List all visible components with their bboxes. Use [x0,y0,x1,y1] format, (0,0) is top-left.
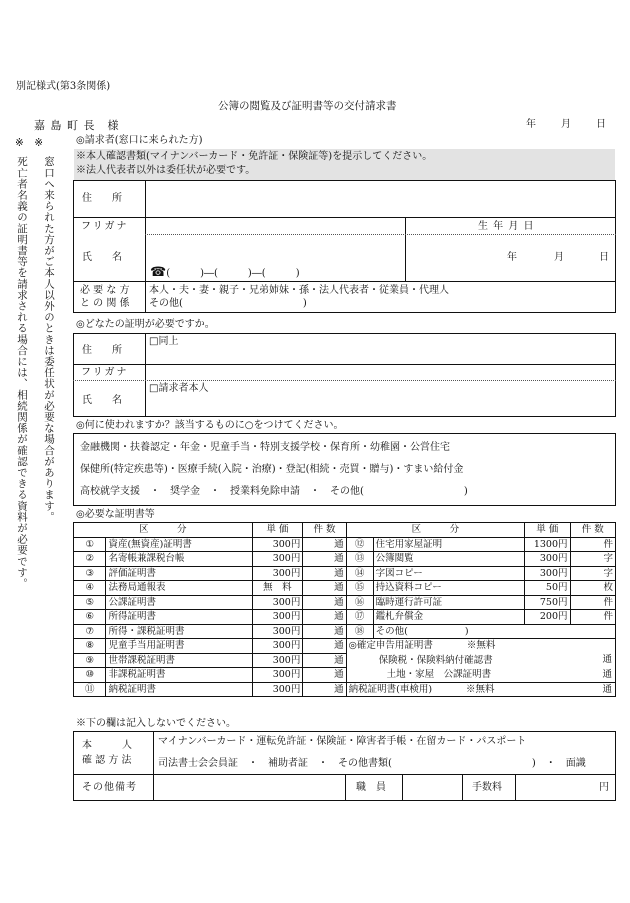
cert-header-category-left: 区 分 [74,523,253,538]
id-method-line2: 司法書士会会員証 ・ 補助者証 ・ その他書類( ) ・ 面識 [158,758,586,769]
cert-price: 300円 [525,552,570,567]
certificates-table [73,522,616,697]
requester-address-label: 住 所 [82,193,122,204]
cert-count-input[interactable]: 枚 [570,581,615,596]
cert-no: ③ [74,566,106,581]
subject-name-input[interactable] [147,397,613,415]
cert-price: 300円 [525,566,570,581]
cert-count-input[interactable]: 通 [303,668,346,683]
cert-price: 750円 [525,595,570,610]
birth-day-label: 日 [599,252,609,263]
cert-count-input[interactable]: 字 [570,552,615,567]
side-note-deceased: 死亡者名義の証明書等を請求される場合には、相続関係が確認できる資料が必要です。 [16,156,28,589]
cert-count-input[interactable]: 通 [303,566,346,581]
requester-self-checkbox[interactable]: □請求者本人 [149,383,209,394]
subject-address-input[interactable] [147,350,613,363]
tax-cert-item2: 土地・家屋 公課証明書 [386,668,492,680]
table-row [74,581,616,596]
cert-no: ⑧ [74,639,106,654]
requester-name-label: 氏 名 [82,252,122,263]
cert-count-input[interactable]: 通 [303,537,346,552]
cert-name: 世帯課税証明書 [106,653,252,668]
form-number: 別記様式(第3条関係) [16,81,111,92]
cert-count-input[interactable]: 件 [570,537,615,552]
vehicle-tax-free: ※無料 [466,683,495,695]
cert-name: 臨時運行許可証 [373,595,524,610]
cert-count-input[interactable]: 件 [570,595,615,610]
purpose-line1[interactable]: 金融機関・扶養認定・年金・児童手当・特別支援学校・保育所・幼稚園・公営住宅 [80,442,450,453]
cert-no: ⑭ [346,566,373,581]
cert-name: 字図コピー [373,566,524,581]
cert-header-price-right: 単 価 [525,523,570,538]
cert-no: ⑨ [74,653,106,668]
requester-name-input[interactable] [147,236,403,262]
cert-name: 所得証明書 [106,610,252,625]
relation-label-line1: 必 要 な 方 [80,285,130,296]
cert-name: 所得・課税証明書 [106,624,252,639]
tax-cert-item2-cell [346,668,615,683]
tax-cert-free: ※無料 [466,640,496,652]
subject-furigana-label: フリガナ [81,367,129,378]
table-row [74,537,616,552]
table-row [74,566,616,581]
cert-other-input[interactable]: その他( ) [373,624,524,639]
fee-unit: 円 [599,782,609,793]
tax-cert-item1: 保険税・保険料納付確認書 [378,654,493,666]
cert-price: 300円 [252,624,303,639]
cert-no: ⑤ [74,595,106,610]
id-method-label-line1: 本 人 [82,740,132,751]
cert-no: ⑱ [346,624,373,639]
same-as-above-checkbox[interactable]: □同上 [149,336,179,347]
purpose-line3[interactable]: 高校就学支援 ・ 奨学金 ・ 授業料免除申請 ・ その他( ) [80,486,468,497]
requester-heading: ◎請求者(窓口に来られた方) [76,135,203,146]
tax-cert-count-input[interactable]: 通 [602,654,612,665]
fee-label: 手数料 [472,782,502,793]
cert-count-input[interactable]: 通 [303,639,346,654]
cert-price: 300円 [252,537,303,552]
cert-empty [570,624,615,639]
cert-header-category-right: 区 分 [346,523,524,538]
cert-count-input[interactable]: 通 [303,552,346,567]
id-method-label-line2: 確 認 方 法 [82,755,132,766]
staff-label: 職 員 [356,782,386,793]
birth-date-label: 生 年 月 日 [478,221,535,232]
cert-name: 資産(無資産)証明書 [106,537,252,552]
relation-other[interactable]: その他( ) [149,298,307,309]
phone-number-field[interactable]: ( )―( )―( ) [166,268,300,279]
cert-price: 50円 [525,581,570,596]
cert-price: 300円 [252,639,303,654]
id-method-line1: マイナンバーカード・運転免許証・保険証・障害者手帳・在留カード・パスポート [158,736,527,747]
subject-name-label: 氏 名 [82,395,122,406]
tax-cert-heading: ◎確定申告用証明書 [348,640,433,652]
table-row [74,639,616,654]
date-year-label: 年 [526,119,536,130]
date-day-label: 日 [596,119,606,130]
cert-price: 300円 [252,595,303,610]
cert-count-input[interactable]: 字 [570,566,615,581]
cert-name: 持込資料コピー [373,581,524,596]
vehicle-tax-cert: 納税証明書(車検用) [348,683,433,695]
birth-date-input[interactable] [407,236,614,280]
cert-name: 児童手当用証明書 [106,639,252,654]
cert-empty [525,624,570,639]
tax-cert-count-input[interactable]: 通 [602,668,612,680]
table-row [74,552,616,567]
cert-header-row [74,523,616,538]
table-row [74,682,616,697]
office-heading: ※下の欄は記入しないでください。 [76,718,236,729]
table-row [74,624,616,639]
cert-name: 評価証明書 [106,566,252,581]
tax-cert-heading-cell [346,639,615,654]
cert-price: 無 料 [252,581,303,596]
table-row [74,595,616,610]
tax-cert-item1-cell [346,653,615,668]
cert-name: 非課税証明書 [106,668,252,683]
table-row [74,653,616,668]
cert-price: 300円 [252,610,303,625]
cert-no: ② [74,552,106,567]
requester-furigana-input[interactable] [147,219,403,233]
cert-price: 300円 [252,552,303,567]
cert-name: 住宅用家屋証明 [373,537,524,552]
cert-name: 鑑札弁償金 [373,610,524,625]
cert-no: ⑬ [346,552,373,567]
cert-no: ⑫ [346,537,373,552]
cert-name: 法務局通報表 [106,581,252,596]
side-note-marks: ※ ※ [15,137,44,149]
date-month-label: 月 [561,119,571,130]
cert-count-input[interactable]: 通 [303,610,346,625]
cert-price: 300円 [252,653,303,668]
cert-no: ⑦ [74,624,106,639]
form-title: 公簿の閲覧及び証明書等の交付請求書 [218,100,397,112]
vehicle-tax-cell [346,682,615,697]
certs-heading: ◎必要な証明書等 [76,509,155,520]
cert-price: 200円 [525,610,570,625]
subject-heading: ◎どなたの証明が必要ですか。 [76,319,215,330]
cert-price: 300円 [252,566,303,581]
requester-note-id: ※本人確認書類(マイナンバーカード・免許証・保険証等)を提示してください。 [76,151,433,162]
vehicle-tax-count-input[interactable]: 通 [602,683,612,695]
cert-count-input[interactable]: 件 [570,610,615,625]
cert-count-input[interactable]: 通 [303,653,346,668]
cert-header-price-left: 単 価 [252,523,303,538]
subject-furigana-input[interactable] [147,366,613,379]
cert-count-input[interactable]: 通 [303,624,346,639]
cert-price: 300円 [252,682,303,697]
cert-name: 公課証明書 [106,595,252,610]
addressee: 嘉 島 町 長 様 [34,119,120,132]
cert-name: 名寄帳兼課税台帳 [106,552,252,567]
cert-header-count-right: 件 数 [570,523,615,538]
cert-no: ⑪ [74,682,106,697]
cert-name: 納税証明書 [106,682,252,697]
birth-year-label: 年 [507,252,517,263]
relation-options[interactable]: 本人・夫・妻・親子・兄弟姉妹・孫・法人代表者・従業員・代理人 [149,285,449,296]
cert-no: ⑥ [74,610,106,625]
phone-row [150,266,300,279]
cert-no: ① [74,537,106,552]
cert-count-input[interactable]: 通 [303,595,346,610]
table-row [74,610,616,625]
cert-no: ⑰ [346,610,373,625]
side-note-proxy: 窓口へ来られた方がご本人以外のときは委任状が必要な場合があります。 [43,156,55,523]
cert-no: ⑯ [346,595,373,610]
requester-furigana-label: フリガナ [81,221,129,232]
table-row [74,668,616,683]
cert-name: 公簿閲覧 [373,552,524,567]
cert-price: 300円 [252,668,303,683]
cert-no: ⑮ [346,581,373,596]
purpose-heading: ◎何に使われますか？該当するものに○をつけてください。 [76,420,344,431]
birth-month-label: 月 [554,252,564,263]
requester-note-proxy: ※法人代表者以外は委任状が必要です。 [76,165,256,176]
cert-no: ⑩ [74,668,106,683]
requester-address-input[interactable] [147,182,613,215]
remarks-label: その他備考 [82,782,137,793]
cert-count-input[interactable]: 通 [303,581,346,596]
cert-count-input[interactable]: 通 [303,682,346,697]
phone-icon: ☎ [150,265,167,280]
relation-label-line2: と の 関 係 [80,298,130,309]
cert-header-count-left: 件 数 [303,523,346,538]
cert-no: ④ [74,581,106,596]
cert-price: 1300円 [525,537,570,552]
subject-address-label: 住 所 [82,345,122,356]
purpose-line2[interactable]: 保健所(特定疾患等)・医療手続(入院・治療)・登記(相続・売買・贈与)・すまい給付金 [80,464,464,475]
